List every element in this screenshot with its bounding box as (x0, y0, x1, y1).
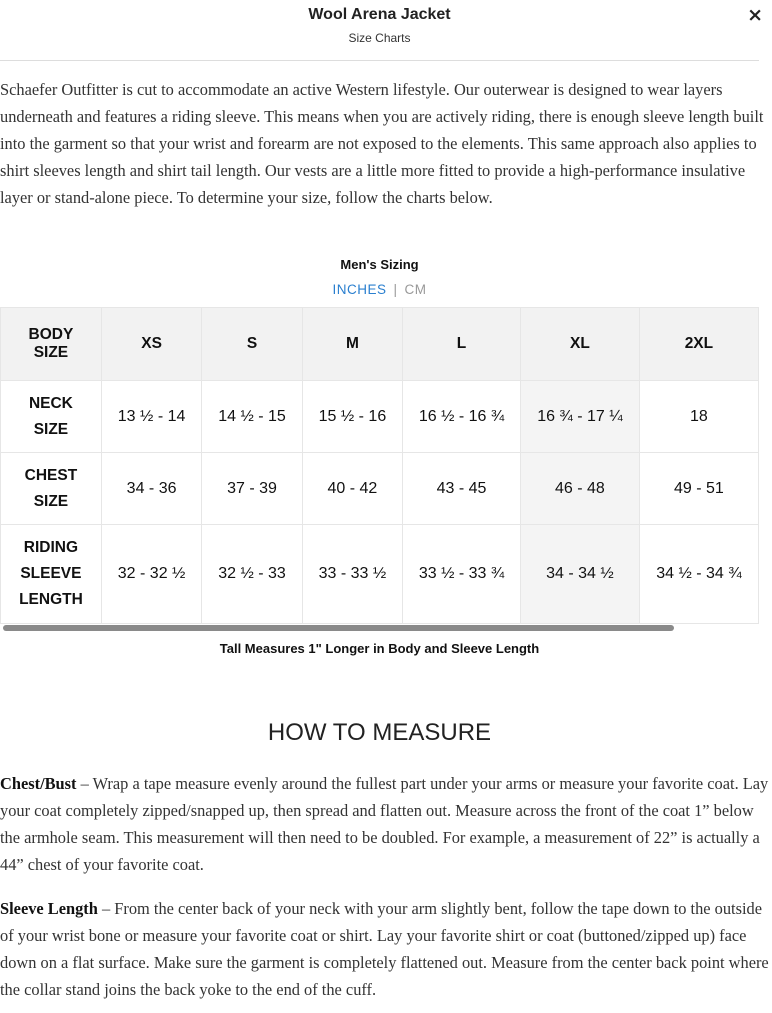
body-size-header (1, 308, 102, 381)
size-header-s: S (202, 308, 302, 381)
unit-cm-tab[interactable]: CM (404, 282, 427, 297)
sleeve-instructions (0, 895, 772, 1003)
row-label-line: LENGTH (19, 591, 83, 608)
table-cell: 33 ½ - 33 ¾ (403, 525, 521, 624)
size-header-row (1, 308, 759, 381)
size-header-l: L (403, 308, 521, 381)
table-cell: 18 (639, 381, 758, 453)
size-header-m: M (302, 308, 402, 381)
table-cell: 43 - 45 (403, 453, 521, 525)
page-subtitle: Size Charts (348, 31, 411, 45)
row-label-line: NECK (28, 394, 73, 412)
table-cell: 33 - 33 ½ (302, 525, 402, 624)
sleeve-text: – From the center back of your neck with your arm slightly bent, follow the tape down to the outside of your wrist bone or measure your favorite coat or shirt. Lay your favorite shirt or coat (buttoned/zipped up) face down on a flat surface. Make sure the garment is completely flattened out. Measure from the center back point where the collar stand joins the back yoke to the end of the cuff. (0, 899, 769, 999)
chest-text: – Wrap a tape measure evenly around the fullest part under your arms or measure your favorite coat. Lay your coat completely zipped/snapped up, then spread and flatten out. Measure across the front of the coat 1” below the armhole seam. This measurement will then need to be doubled. For example, a measurement of 22” is actually a 44” chest of your favorite coat. (0, 774, 769, 874)
unit-inches-tab[interactable]: INCHES (332, 282, 387, 297)
size-chart-table (0, 307, 759, 624)
tall-note: Tall Measures 1" Longer in Body and Sleeve Length (219, 641, 540, 656)
table-cell: 32 ½ - 33 (202, 525, 302, 624)
close-icon[interactable]: × (747, 4, 763, 26)
row-label-line: SIZE (33, 492, 69, 510)
row-label-sleeve (1, 525, 102, 624)
how-to-measure-heading: HOW TO MEASURE (267, 719, 492, 746)
table-cell: 16 ¾ - 17 ¼ (520, 381, 639, 453)
chest-instructions (0, 770, 772, 878)
table-cell: 40 - 42 (302, 453, 402, 525)
table-cell: 34 ½ - 34 ¾ (639, 525, 758, 624)
row-label-chest (1, 453, 102, 525)
table-row-neck (1, 381, 759, 453)
page-title: Wool Arena Jacket (308, 6, 451, 23)
row-label-neck (1, 381, 102, 453)
table-cell: 46 - 48 (520, 453, 639, 525)
modal-header (0, 0, 763, 61)
horizontal-scrollbar[interactable] (0, 623, 759, 633)
table-row-sleeve (1, 525, 759, 624)
header-label-line: BODY (28, 326, 74, 343)
table-cell: 32 - 32 ½ (101, 525, 201, 624)
row-label-line: RIDING (23, 539, 79, 556)
table-cell: 14 ½ - 15 (202, 381, 302, 453)
row-label-line: CHEST (24, 466, 78, 484)
mens-sizing-heading: Men's Sizing (340, 257, 419, 272)
header-label-line: SIZE (33, 344, 69, 361)
row-label-line: SLEEVE (20, 565, 82, 582)
scrollbar-thumb[interactable] (3, 625, 674, 631)
table-cell: 34 - 36 (101, 453, 201, 525)
table-cell: 49 - 51 (639, 453, 758, 525)
table-cell: 34 - 34 ½ (520, 525, 639, 624)
table-row-chest (1, 453, 759, 525)
table-cell: 13 ½ - 14 (101, 381, 201, 453)
row-label-line: SIZE (33, 420, 69, 438)
unit-separator: | (393, 282, 398, 297)
table-cell: 15 ½ - 16 (302, 381, 402, 453)
table-cell: 37 - 39 (202, 453, 302, 525)
unit-toggle (0, 282, 759, 297)
chest-term: Chest/Bust (0, 774, 77, 793)
sleeve-term: Sleeve Length (0, 899, 98, 918)
size-header-2xl: 2XL (639, 308, 758, 381)
size-header-xs: XS (101, 308, 201, 381)
intro-paragraph: Schaefer Outfitter is cut to accommodate an active Western lifestyle. Our outerwear is designed to wear layers underneath and features a riding sleeve. This means when you are actively riding, there is enough sleeve length built into the garment so that your wrist and forearm are not exposed to the elements. This same approach also applies to shirt sleeves length and shirt tail length. Our vests are a little more fitted to provide a high-performance insulative layer or stand-alone piece. To determine your size, follow the charts below. (0, 80, 764, 207)
table-cell: 16 ½ - 16 ¾ (403, 381, 521, 453)
size-header-xl: XL (520, 308, 639, 381)
